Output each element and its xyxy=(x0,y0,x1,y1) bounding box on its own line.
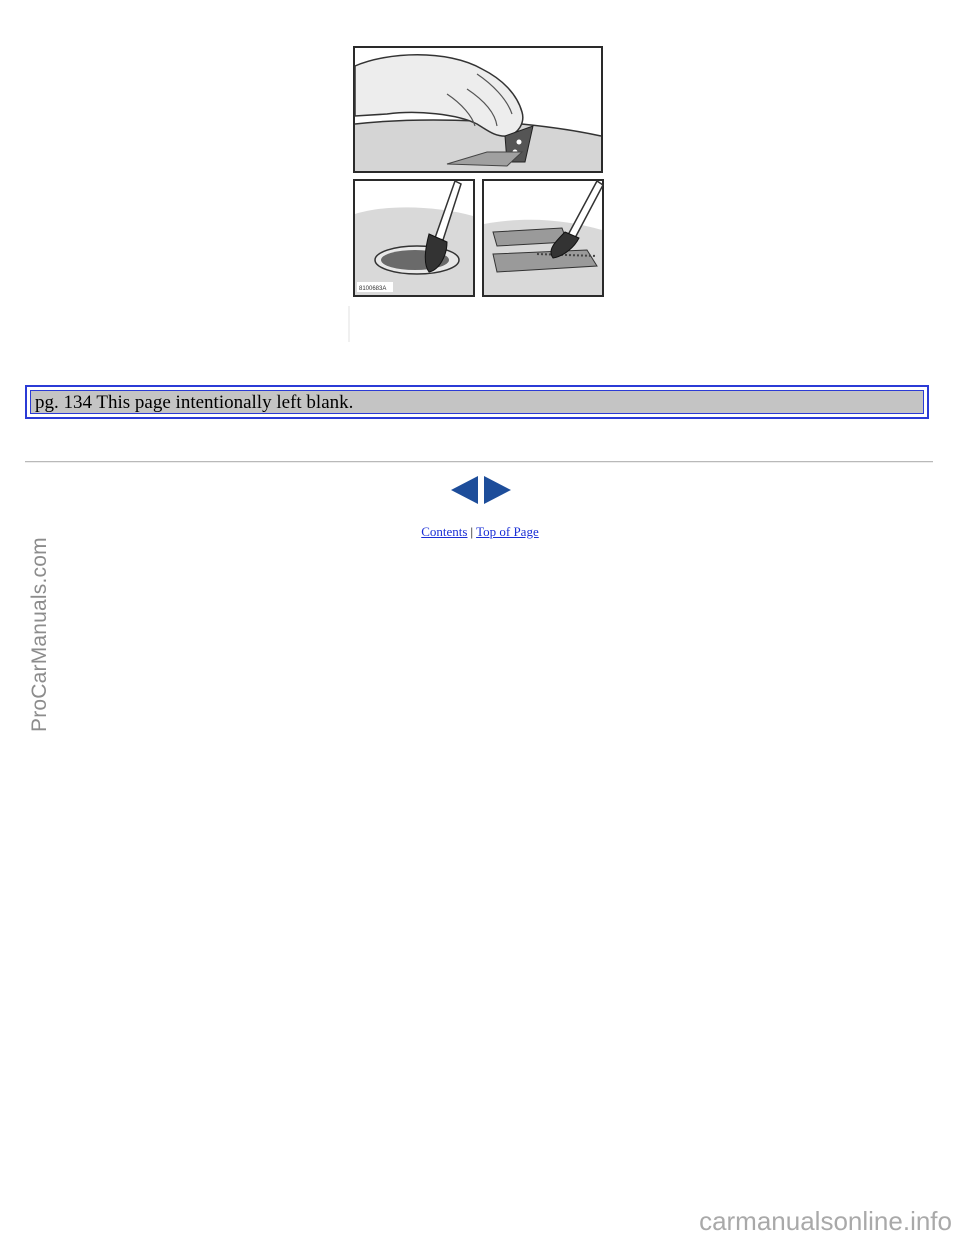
arrow-right-icon[interactable] xyxy=(483,475,512,505)
figure-code: 8100683A xyxy=(359,286,387,292)
page-navigation xyxy=(450,475,512,505)
contents-link[interactable]: Contents xyxy=(421,524,468,539)
link-separator: | xyxy=(470,524,474,539)
side-watermark: ProCarManuals.com xyxy=(28,537,51,732)
page-notice-text: pg. 134 This page intentionally left blank. xyxy=(35,391,354,413)
horizontal-divider xyxy=(25,461,933,463)
page-notice-banner xyxy=(25,385,929,419)
arrow-left-icon[interactable] xyxy=(450,475,479,505)
bottom-right-panel-brush-groove xyxy=(483,180,603,296)
repair-illustration xyxy=(347,44,607,344)
bottom-left-panel-brush-round xyxy=(354,180,474,296)
bottom-watermark: carmanualsonline.info xyxy=(699,1206,952,1236)
footer-links xyxy=(0,524,960,540)
top-panel-hand-scraping xyxy=(354,47,602,172)
top-of-page-link[interactable]: Top of Page xyxy=(476,524,539,539)
page-notice-inner xyxy=(30,390,924,414)
